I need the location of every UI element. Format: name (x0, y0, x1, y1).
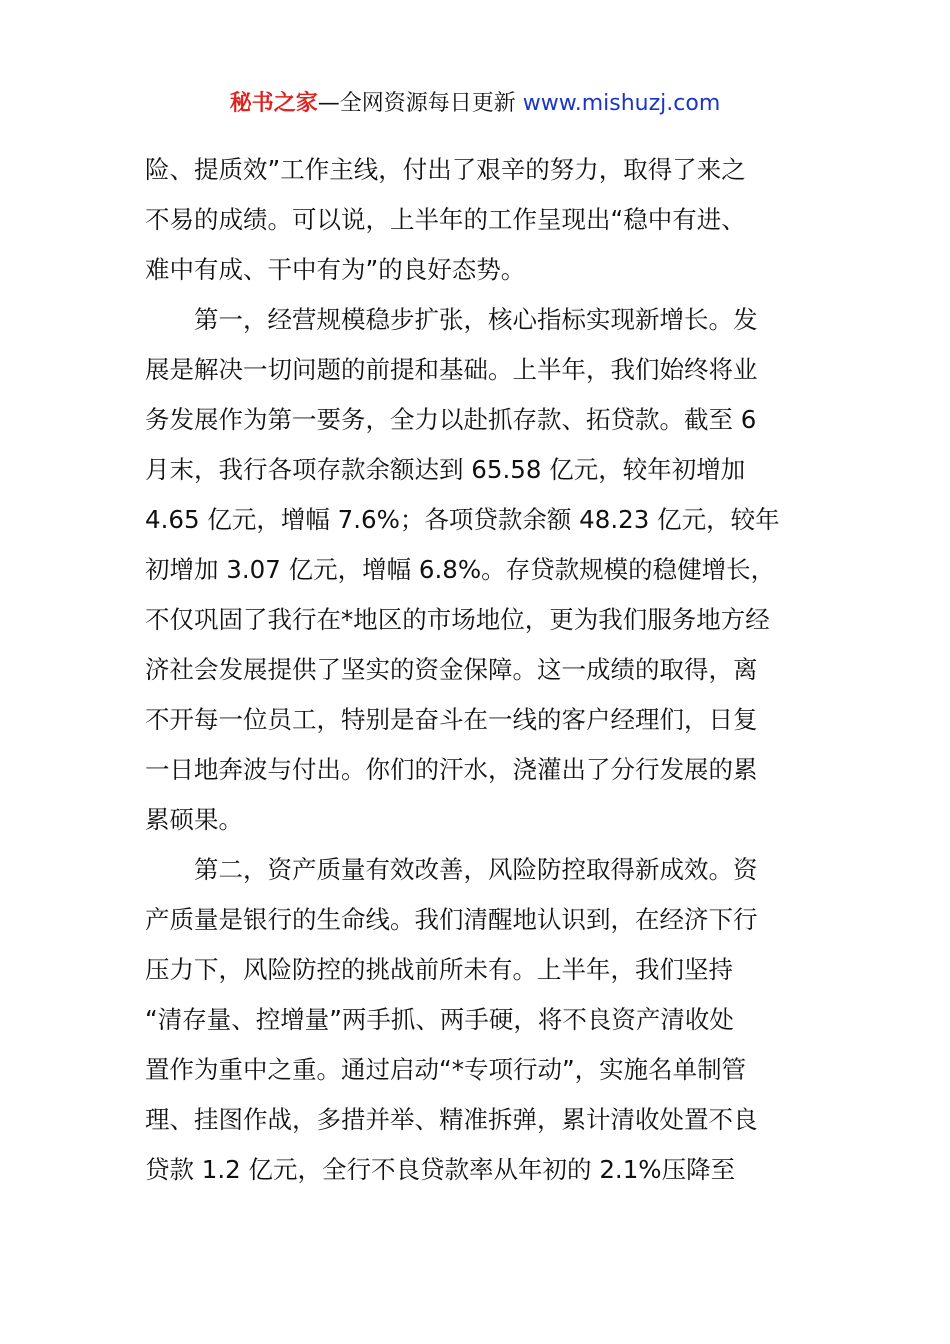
text-line: 压力下，风险防控的挑战前所未有。上半年，我们坚持 (145, 955, 733, 984)
text-line: 产质量是银行的生命线。我们清醒地认识到，在经济下行 (145, 905, 758, 934)
text-line: 置作为重中之重。通过启动“*专项行动”，实施名单制管 (145, 1055, 747, 1084)
text-line: 累硕果。 (145, 805, 243, 834)
document-body (145, 145, 815, 1195)
text-line: 理、挂图作战，多措并举、精准拆弹，累计清收处置不良 (145, 1105, 758, 1134)
text-line: 济社会发展提供了坚实的资金保障。这一成绩的取得，离 (145, 655, 758, 684)
page-header (0, 84, 950, 124)
text-line: 4.65 亿元，增幅 7.6%；各项贷款余额 48.23 亿元，较年 (145, 505, 780, 534)
text-line: 不仅巩固了我行在*地区的市场地位，更为我们服务地方经 (145, 605, 770, 634)
text-line: 第一，经营规模稳步扩张，核心指标实现新增长。发 (145, 305, 758, 334)
brand-name: 秘书之家 (229, 91, 318, 116)
text-line: 不易的成绩。可以说，上半年的工作呈现出“稳中有进、 (145, 205, 746, 234)
text-line: 务发展作为第一要务，全力以赴抓存款、拓贷款。截至 6 (145, 405, 757, 434)
text-line: 月末，我行各项存款余额达到 65.58 亿元，较年初增加 (145, 455, 746, 484)
text-line: 一日地奔波与付出。你们的汗水，浇灌出了分行发展的累 (145, 755, 758, 784)
text-line: 初增加 3.07 亿元，增幅 6.8%。存贷款规模的稳健增长， (145, 555, 776, 584)
text-line: 展是解决一切问题的前提和基础。上半年，我们始终将业 (145, 355, 758, 384)
text-line: 难中有成、干中有为”的良好态势。 (145, 255, 526, 284)
text-line: 险、提质效”工作主线，付出了艰辛的努力，取得了来之 (145, 155, 746, 184)
text-line: 不开每一位员工，特别是奋斗在一线的客户经理们，日复 (145, 705, 758, 734)
text-line: “清存量、控增量”两手抓、两手硬，将不良资产清收处 (145, 1005, 734, 1034)
text-line: 第二，资产质量有效改善，风险防控取得新成效。资 (145, 855, 758, 884)
text-line: 贷款 1.2 亿元，全行不良贷款率从年初的 2.1%压降至 (145, 1155, 736, 1184)
header-tagline: —全网资源每日更新 (317, 91, 523, 116)
site-url[interactable]: www.mishuzj.com (522, 91, 721, 116)
